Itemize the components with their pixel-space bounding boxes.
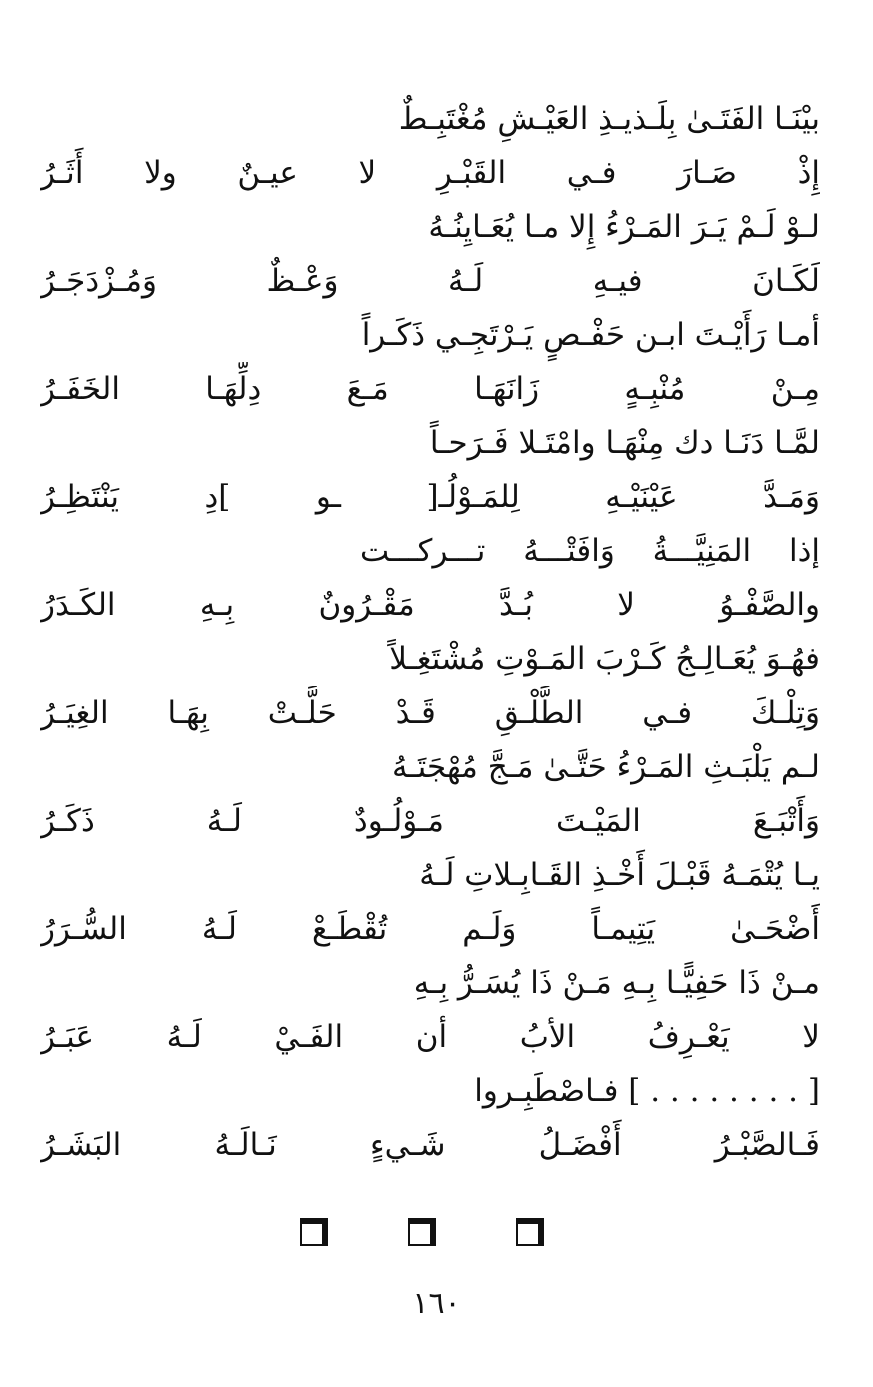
- poem-line-10: والصَّفْـوُ لا بُـدَّ مَقْـرُونٌ بِـهِ الكَـدَرُ: [40, 587, 820, 623]
- page-number: ١٦٠: [412, 1286, 461, 1321]
- poem-line-20: فَـالصَّبْـرُ أَفْضَـلُ شَـيءٍ نَـالَـهُ البَشَـرُ: [40, 1127, 820, 1163]
- poem-line-18: لا يَعْـرِفُ الأبُ أن الفَـيْ لَـهُ عَبَـرُ: [40, 1019, 820, 1055]
- poem-line-9: إذا المَنِيَّـــةُ وَافَتْـــهُ تـــركـــت: [360, 533, 820, 569]
- poem-line-5: أمـا رَأَيْـتَ ابـن حَفْـصٍ يَـرْتَجِـي ذَكَـراً: [361, 317, 820, 353]
- poem-line-4: لَكَـانَ فيـهِ لَـهُ وَعْـظٌ وَمُـزْدَجَـرُ: [40, 263, 820, 299]
- poem-line-8: وَمَـدَّ عَيْنَيْـهِ لِلمَـوْلُـ[ ـو ]دِ يَنْتَظِـرُ: [40, 479, 820, 515]
- poem-line-16: أَضْحَـىٰ يَتِيمـاً وَلَـم تُقْطَـعْ لَـهُ السُّـرَرُ: [40, 911, 820, 947]
- square-ornament-icon: [408, 1222, 432, 1246]
- poem-line-7: لمَّـا دَنَـا دك مِنْهَـا وامْتَـلا فَـرَحـاً: [429, 425, 820, 461]
- poem-line-6: مِـنْ مُنْبِـهٍ زَانَهَـا مَـعَ دِلِّهَـا الخَفَـرُ: [40, 371, 820, 407]
- poem-line-3: لـوْ لَـمْ يَـرَ المَـرْءُ إِلا مـا يُعَـايِنُـهُ: [428, 209, 820, 245]
- poem-line-15: يـا يُتْمَـهُ قَبْـلَ أَخْـذِ القَـابِـلاتِ لَـهُ: [419, 857, 820, 893]
- square-ornament-icon: [300, 1222, 324, 1246]
- poem-line-14: وَأَتْبَـعَ المَيْـتَ مَـوْلُـودٌ لَـهُ ذَكَـرُ: [40, 803, 820, 839]
- section-end-ornaments: [300, 1222, 540, 1254]
- poem-text: [40, 92, 820, 1172]
- poem-line-17: مـنْ ذَا حَفِيًّـا بِـهِ مَـنْ ذَا يُسَـرُّ بِـهِ: [413, 965, 820, 1001]
- poem-line-1: بيْنَـا الفَتَـىٰ بِلَـذيـذِ العَيْـشِ مُغْتَبِـطٌ: [398, 101, 820, 137]
- poem-line-13: لـم يَلْبَـثِ المَـرْءُ حَتَّـىٰ مَـجَّ مُهْجَتَـهُ: [391, 749, 820, 785]
- poem-line-19: [ . . . . . . . . ] فـاصْطَبِـروا: [474, 1073, 820, 1109]
- poem-line-2: إِذْ صَـارَ فـي القَبْـرِ لا عيـنٌ ولا أَثَـرُ: [40, 155, 820, 191]
- square-ornament-icon: [516, 1222, 540, 1246]
- poem-line-11: فهُـوَ يُعَـالِـجُ كَـرْبَ المَـوْتِ مُشْتَغِـلاً: [389, 641, 820, 677]
- poem-line-12: وَتِلْـكَ فـي الطَّلْـقِ قَـدْ حَلَّـتْ بِهَـا الغِيَـرُ: [40, 695, 820, 731]
